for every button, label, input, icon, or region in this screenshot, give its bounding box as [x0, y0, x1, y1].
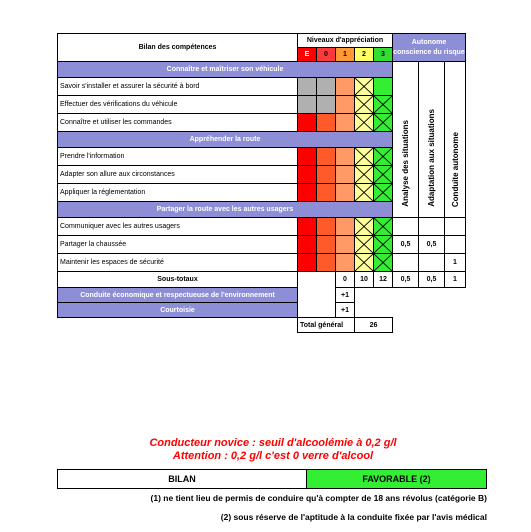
- autonomy-title: Autonome conscience du risque: [393, 34, 466, 62]
- competence-item: Communiquer avec les autres usagers: [58, 218, 298, 236]
- level-3: 3: [374, 48, 393, 62]
- autonomy-value: [393, 218, 419, 236]
- subtotals-label: Sous-totaux: [58, 272, 298, 288]
- level-cell-checked: [374, 184, 393, 202]
- level-cell: [336, 148, 355, 166]
- extra-criterion: Courtoisie: [58, 303, 298, 318]
- bilan-label: BILAN: [58, 470, 307, 488]
- level-cell: [336, 114, 355, 132]
- level-cell: [298, 148, 317, 166]
- level-0: 0: [317, 48, 336, 62]
- level-cell: [336, 218, 355, 236]
- level-cell-checked: [355, 218, 374, 236]
- bilan-result: FAVORABLE (2): [307, 470, 486, 488]
- autonomy-value: [445, 218, 466, 236]
- level-E: E: [298, 48, 317, 62]
- competence-item: Maintenir les espaces de sécurité: [58, 254, 298, 272]
- extra-spacer: [355, 303, 466, 318]
- level-cell: [336, 254, 355, 272]
- level-cell: [336, 166, 355, 184]
- level-cell-checked: [355, 96, 374, 114]
- competence-item: Adapter son allure aux circonstances: [58, 166, 298, 184]
- level-cell: [336, 184, 355, 202]
- autonomy-value: [445, 236, 466, 254]
- alcohol-warning-1: Conducteur novice : seuil d'alcoolémie à 0,2 g/l: [149, 437, 397, 449]
- level-cell: [298, 184, 317, 202]
- extra-spacer: [355, 288, 466, 303]
- section-title: Connaître et maîtriser son véhicule: [58, 62, 393, 78]
- footnote-2: (2) sous réserve de l'aptitude à la conduite fixée par l'avis médical: [220, 512, 487, 522]
- total-value: 26: [355, 318, 393, 333]
- competence-item: Prendre l'information: [58, 148, 298, 166]
- level-cell: [336, 236, 355, 254]
- subtotal-value: 12: [374, 272, 393, 288]
- level-cell-checked: [355, 254, 374, 272]
- level-cell: [317, 166, 336, 184]
- autonomy-column-header: [445, 62, 466, 218]
- level-1: 1: [336, 48, 355, 62]
- subtotal-value: 0: [336, 272, 355, 288]
- autonomy-value: [419, 254, 445, 272]
- total-spacer: [393, 318, 466, 333]
- section-title: Appréhender la route: [58, 132, 393, 148]
- level-cell: [317, 236, 336, 254]
- level-cell-checked: [374, 96, 393, 114]
- level-cell: [298, 254, 317, 272]
- levels-title: Niveaux d'appréciation: [298, 34, 393, 48]
- level-cell-checked: [374, 166, 393, 184]
- level-cell-checked: [374, 236, 393, 254]
- level-cell: [336, 96, 355, 114]
- level-cell-checked: [374, 114, 393, 132]
- autonomy-value: [419, 218, 445, 236]
- subtotal-value: 0,5: [393, 272, 419, 288]
- bilan-bar: [57, 469, 487, 489]
- level-cell: [317, 184, 336, 202]
- extra-spacer: [298, 303, 336, 318]
- subtotal-value: 10: [355, 272, 374, 288]
- competence-item: Connaître et utiliser les commandes: [58, 114, 298, 132]
- level-cell-checked: [355, 114, 374, 132]
- level-cell: [298, 166, 317, 184]
- level-cell-checked: [355, 184, 374, 202]
- level-cell: [317, 96, 336, 114]
- extra-value: +1: [336, 288, 355, 303]
- competence-item: Partager la chaussée: [58, 236, 298, 254]
- level-cell-checked: [355, 148, 374, 166]
- subtotal-value: 1: [445, 272, 466, 288]
- autonomy-value: 0,5: [393, 236, 419, 254]
- autonomy-value: 1: [445, 254, 466, 272]
- autonomy-value: [393, 254, 419, 272]
- level-cell: [298, 78, 317, 96]
- level-cell-checked: [374, 254, 393, 272]
- autonomy-column-label: Analyse des situations: [401, 120, 410, 207]
- level-cell: [317, 114, 336, 132]
- level-cell-checked: [355, 78, 374, 96]
- subtotals-spacer: [298, 272, 317, 288]
- competence-item: Savoir s'installer et assurer la sécurité à bord: [58, 78, 298, 96]
- total-label: Total général: [298, 318, 355, 333]
- extra-value: +1: [336, 303, 355, 318]
- alcohol-warning-2: Attention : 0,2 g/l c'est 0 verre d'alcool: [172, 450, 374, 462]
- autonomy-column-header: [419, 62, 445, 218]
- subtotal-value: 0,5: [419, 272, 445, 288]
- level-cell-checked: [355, 236, 374, 254]
- section-title: Partager la route avec les autres usagers: [58, 202, 393, 218]
- level-cell: [317, 254, 336, 272]
- level-cell: [298, 96, 317, 114]
- extra-criterion: Conduite économique et respectueuse de l'environnement: [58, 288, 298, 303]
- autonomy-column-label: Conduite autonome: [450, 131, 460, 207]
- level-cell: [317, 218, 336, 236]
- level-cell: [374, 78, 393, 96]
- table-title: Bilan des compétences: [58, 34, 298, 62]
- level-cell: [298, 218, 317, 236]
- level-cell: [317, 78, 336, 96]
- level-cell: [298, 236, 317, 254]
- footnote-1: (1) ne tient lieu de permis de conduire qu'à compter de 18 ans révolus (catégorie B): [150, 493, 487, 503]
- level-cell-checked: [355, 166, 374, 184]
- level-2: 2: [355, 48, 374, 62]
- competence-item: Appliquer la réglementation: [58, 184, 298, 202]
- level-cell: [317, 148, 336, 166]
- competence-item: Effectuer des vérifications du véhicule: [58, 96, 298, 114]
- subtotals-spacer: [317, 272, 336, 288]
- level-cell: [298, 114, 317, 132]
- autonomy-column-header: [393, 62, 419, 218]
- autonomy-column-label: Adaptation aux situations: [427, 109, 436, 207]
- extra-spacer: [298, 288, 336, 303]
- level-cell: [336, 78, 355, 96]
- level-cell-checked: [374, 148, 393, 166]
- autonomy-value: 0,5: [419, 236, 445, 254]
- total-spacer: [58, 318, 298, 333]
- competence-table: [57, 33, 466, 333]
- level-cell-checked: [374, 218, 393, 236]
